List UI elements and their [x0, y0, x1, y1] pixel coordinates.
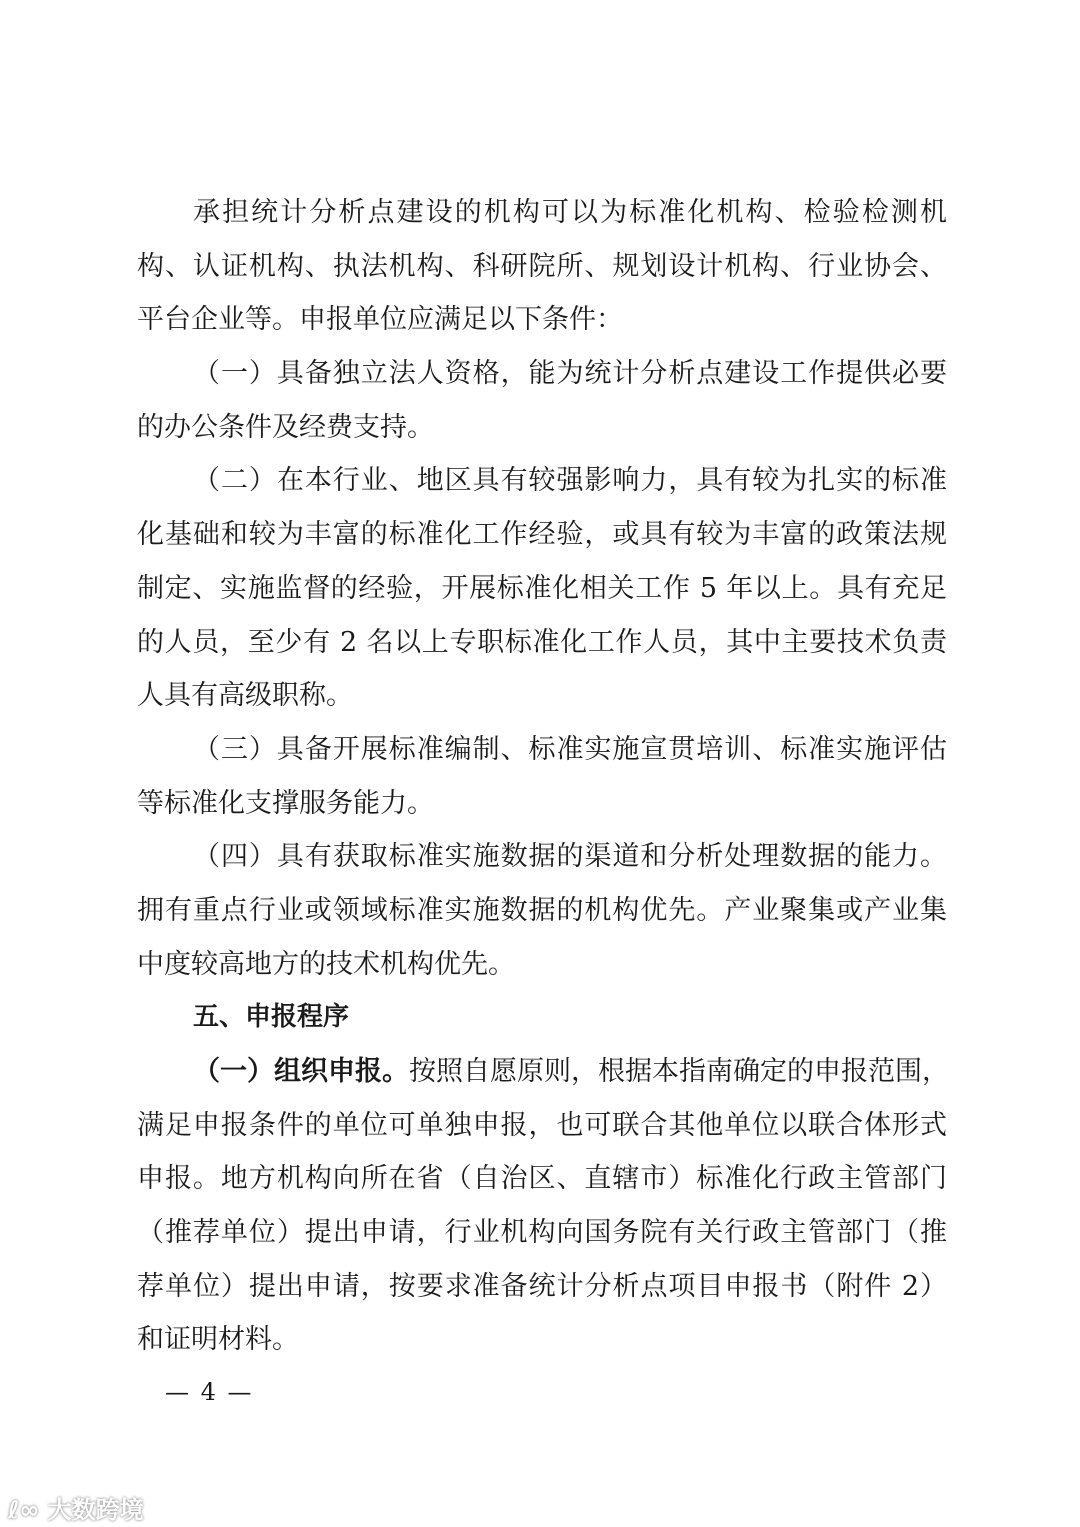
paragraph: [137, 723, 947, 830]
text-line: 满足申报条件的单位可单独申报，也可联合其他单位以联合体形式: [137, 1109, 947, 1141]
paragraph: [137, 830, 947, 991]
text-line: （推荐单位）提出申请，行业机构向国务院有关行政主管部门（推: [137, 1217, 947, 1249]
text-line: 拥有重点行业或领域标准实施数据的机构优先。产业聚集或产业集: [137, 894, 947, 926]
text-line: 等标准化支撑服务能力。: [137, 787, 434, 819]
text-line: （二）在本行业、地区具有较强影响力，具有较为扎实的标准: [193, 465, 947, 497]
text-line: （四）具有获取标准实施数据的渠道和分析处理数据的能力。: [193, 841, 947, 873]
text-line: （一）具备独立法人资格，能为统计分析点建设工作提供必要: [193, 358, 947, 390]
text-line: 化基础和较为丰富的标准化工作经验，或具有较为丰富的政策法规: [137, 519, 947, 551]
text-line: 申报。地方机构向所在省（自治区、直辖市）标准化行政主管部门: [137, 1163, 947, 1195]
text-line: 承担统计分析点建设的机构可以为标准化机构、检验检测机: [193, 197, 947, 228]
text-line: 和证明材料。: [137, 1324, 299, 1356]
text-line: 人具有高级职称。: [137, 680, 353, 712]
text-line: （三）具备开展标准编制、标准实施宣贯培训、标准实施评估: [193, 733, 947, 765]
text-line: 的办公条件及经费支持。: [137, 411, 434, 443]
heading-text: 五、申报程序: [193, 1002, 350, 1033]
paragraph: [137, 454, 947, 722]
text-line: 构、认证机构、执法机构、科研院所、规划设计机构、行业协会、: [137, 250, 947, 282]
text-line: [137, 1045, 947, 1099]
text-line: 平台企业等。申报单位应满足以下条件：: [137, 304, 623, 336]
section-heading: [137, 991, 947, 1045]
text-line: 荐单位）提出申请，按要求准备统计分析点项目申报书（附件 2）: [137, 1270, 947, 1302]
paragraph: [137, 347, 947, 454]
page-number: — 4 —: [165, 1378, 254, 1406]
text-line: 制定、实施监督的经验，开展标准化相关工作 5 年以上。具有充足: [137, 572, 947, 604]
paragraph-lead: （一）组织申报。: [193, 1056, 409, 1087]
text-line: 的人员，至少有 2 名以上专职标准化工作人员，其中主要技术负责: [137, 626, 947, 658]
paragraph: [137, 186, 947, 347]
paragraph: [137, 1045, 947, 1367]
text-line: 中度较高地方的技术机构优先。: [137, 948, 515, 980]
text-line-content: 按照自愿原则，根据本指南确定的申报范围，: [409, 1056, 949, 1087]
document-body: [137, 186, 947, 1367]
watermark-logo: [8, 1490, 144, 1525]
watermark-text: 大数跨境: [47, 1496, 144, 1524]
watermark-icon: ℓ∞: [8, 1496, 48, 1524]
